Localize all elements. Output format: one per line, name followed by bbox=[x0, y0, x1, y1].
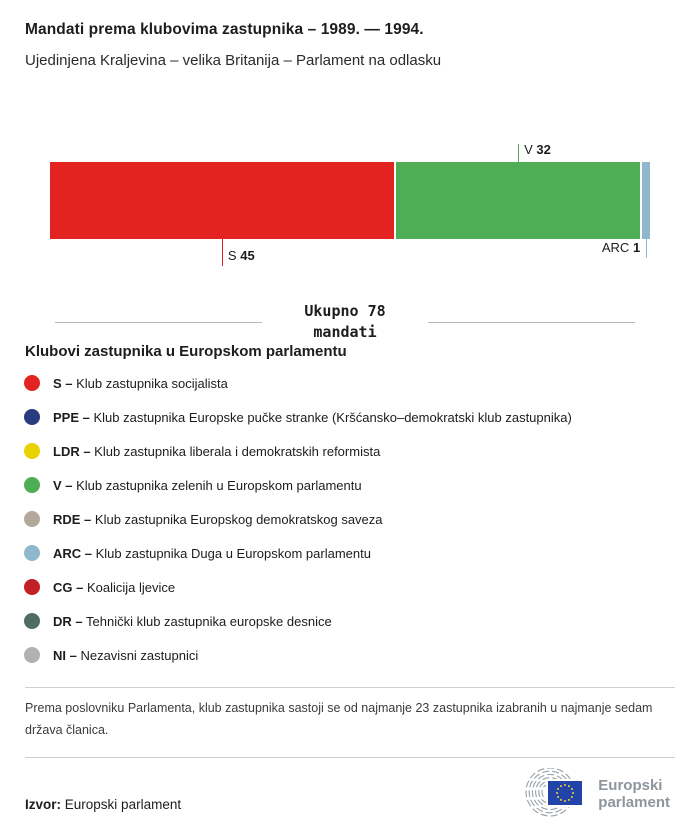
legend-item-v bbox=[24, 468, 700, 502]
legend-item-label: RDE – Klub zastupnika Europskog demokratskog saveza bbox=[53, 511, 383, 527]
legend-color-dot bbox=[24, 545, 40, 561]
source-label: Izvor: bbox=[25, 796, 62, 812]
source-line bbox=[25, 797, 181, 812]
legend-item-ppe bbox=[24, 400, 700, 434]
legend-item-label: CG – Koalicija ljevice bbox=[53, 579, 176, 595]
ep-logo-text bbox=[598, 777, 670, 812]
ep-logo-line1: Europski bbox=[598, 776, 663, 794]
legend-color-dot bbox=[24, 579, 40, 595]
ep-logo bbox=[520, 768, 670, 820]
legend-item-label: DR – Tehnički klub zastupnika europske desnice bbox=[53, 613, 332, 629]
page-subtitle: Ujedinjena Kraljevina – velika Britanija – Parlament na odlasku bbox=[25, 52, 442, 69]
legend-item-ldr bbox=[24, 434, 700, 468]
callout-tick-s bbox=[222, 239, 223, 266]
ep-logo-line2: parlament bbox=[598, 793, 670, 811]
stacked-bar bbox=[0, 162, 700, 239]
legend-color-dot bbox=[24, 613, 40, 629]
divider-right bbox=[428, 322, 635, 323]
legend-item-label: PPE – Klub zastupnika Europske pučke stranke (Kršćansko–demokratski klub zastupnika) bbox=[53, 409, 572, 425]
divider-left bbox=[55, 322, 262, 323]
footer bbox=[25, 768, 670, 820]
callout-label-arc: ARC 1 bbox=[601, 240, 641, 255]
bar-segment-s[interactable] bbox=[50, 162, 394, 239]
legend-item-label: NI – Nezavisni zastupnici bbox=[53, 647, 199, 663]
legend-color-dot bbox=[24, 477, 40, 493]
legend-item-label: ARC – Klub zastupnika Duga u Europskom parlamentu bbox=[53, 545, 371, 561]
footnote: Prema poslovniku Parlamenta, klub zastupnika sastoji se od najmanje 23 zastupnika izabranih u najmanje sedam država članica. bbox=[25, 701, 653, 737]
source-value: Europski parlament bbox=[64, 796, 182, 812]
legend-color-dot bbox=[24, 443, 40, 459]
legend-item-rde bbox=[24, 502, 700, 536]
legend-color-dot bbox=[24, 409, 40, 425]
total-seats-line1: Ukupno 78 bbox=[304, 302, 386, 320]
bar-segment-arc[interactable] bbox=[642, 162, 650, 239]
legend-item-arc bbox=[24, 536, 700, 570]
legend-color-dot bbox=[24, 647, 40, 663]
callout-label-s: S 45 bbox=[227, 248, 255, 263]
total-seats-row bbox=[55, 301, 635, 343]
legend-heading: Klubovi zastupnika u Europskom parlamentu bbox=[25, 343, 347, 360]
total-seats-label bbox=[262, 301, 427, 343]
seats-bar-chart bbox=[0, 129, 700, 289]
callout-label-v: V 32 bbox=[524, 142, 551, 157]
page-title: Mandati prema klubovima zastupnika – 1989. — 1994. bbox=[25, 21, 424, 38]
legend-item-label: LDR – Klub zastupnika liberala i demokratskih reformista bbox=[53, 443, 381, 459]
legend-item-ni bbox=[24, 638, 700, 672]
divider-bottom bbox=[25, 757, 675, 758]
legend-item-label: V – Klub zastupnika zelenih u Europskom parlamentu bbox=[53, 477, 362, 493]
total-seats-line2: mandati bbox=[313, 323, 377, 341]
callout-tick-v bbox=[518, 144, 519, 162]
legend-color-dot bbox=[24, 375, 40, 391]
legend-item-s bbox=[24, 366, 700, 400]
legend-color-dot bbox=[24, 511, 40, 527]
ep-hemicycle-flag-icon bbox=[520, 768, 590, 820]
callout-tick-arc bbox=[646, 239, 647, 258]
divider-top bbox=[25, 687, 675, 688]
legend-item-dr bbox=[24, 604, 700, 638]
legend-list bbox=[24, 366, 700, 672]
legend-item-cg bbox=[24, 570, 700, 604]
legend-item-label: S – Klub zastupnika socijalista bbox=[53, 375, 228, 391]
bar-segment-v[interactable] bbox=[396, 162, 641, 239]
